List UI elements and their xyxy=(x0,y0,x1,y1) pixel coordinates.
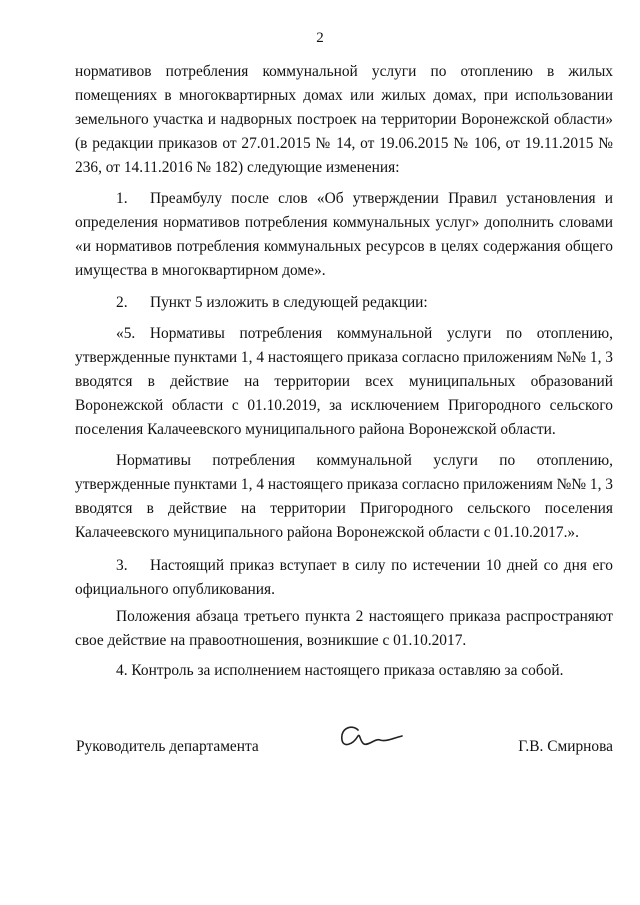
text-line: (в редакции приказов от 27.01.2015 № 14, от 19.06.2015 № 106, от 19.11.2015 № xyxy=(75,135,613,152)
text-line: помещениях в многоквартирных домах или жилых домах, при использовании xyxy=(75,87,613,104)
text-line: свое действие на правоотношения, возникшие с 01.10.2017. xyxy=(75,632,467,649)
text-line: Настоящий приказ вступает в силу по истечении 10 дней со дня его xyxy=(150,557,613,574)
text-line: официального опубликования. xyxy=(75,581,275,598)
signer-name: Г.В. Смирнова xyxy=(518,738,613,755)
signature-icon xyxy=(330,716,410,756)
signer-position: Руководитель департамента xyxy=(76,738,259,755)
text-line: Пункт 5 изложить в следующей редакции: xyxy=(150,294,428,311)
text-line: Воронежской области с 01.10.2019, за исключением Пригородного сельского xyxy=(75,397,613,414)
text-line: Калачеевского муниципального района Воронежской области с 01.10.2017.». xyxy=(75,524,579,541)
page-number: 2 xyxy=(316,30,324,46)
text-line: поселения Калачеевского муниципального района Воронежской области. xyxy=(75,421,556,438)
text-line: 4. Контроль за исполнением настоящего приказа оставляю за собой. xyxy=(116,662,564,679)
text-line: утвержденные пунктами 1, 4 настоящего приказа согласно приложениям №№ 1, 3 xyxy=(75,476,613,493)
text-line: определения нормативов потребления коммунальных услуг» дополнить словами xyxy=(75,214,613,231)
text-line: имущества в многоквартирном доме». xyxy=(75,262,326,279)
text-line: вводятся в действие на территории всех муниципальных образований xyxy=(75,373,613,390)
item-number: 1. xyxy=(116,190,128,207)
text-line: вводятся в действие на территории Пригородного сельского поселения xyxy=(75,500,613,517)
item-number: 2. xyxy=(116,294,128,311)
text-line: Преамбулу после слов «Об утверждении Правил установления и xyxy=(150,190,613,207)
text-line: Положения абзаца третьего пункта 2 настоящего приказа распространяют xyxy=(116,608,613,625)
text-line: «5. Нормативы потребления коммунальной услуги по отоплению, xyxy=(116,325,613,342)
text-line: утвержденные пунктами 1, 4 настоящего приказа согласно приложениям №№ 1, 3 xyxy=(75,349,613,366)
text-line: нормативов потребления коммунальной услуги по отоплению в жилых xyxy=(75,63,613,80)
text-line: земельного участка и надворных построек на территории Воронежской области» xyxy=(75,111,613,128)
item-number: 3. xyxy=(116,557,128,574)
text-line: «и нормативов потребления коммунальных ресурсов в целях содержания общего xyxy=(75,238,613,255)
text-line: Нормативы потребления коммунальной услуги по отоплению, xyxy=(116,452,613,469)
text-line: 236, от 14.11.2016 № 182) следующие изменения: xyxy=(75,159,400,176)
